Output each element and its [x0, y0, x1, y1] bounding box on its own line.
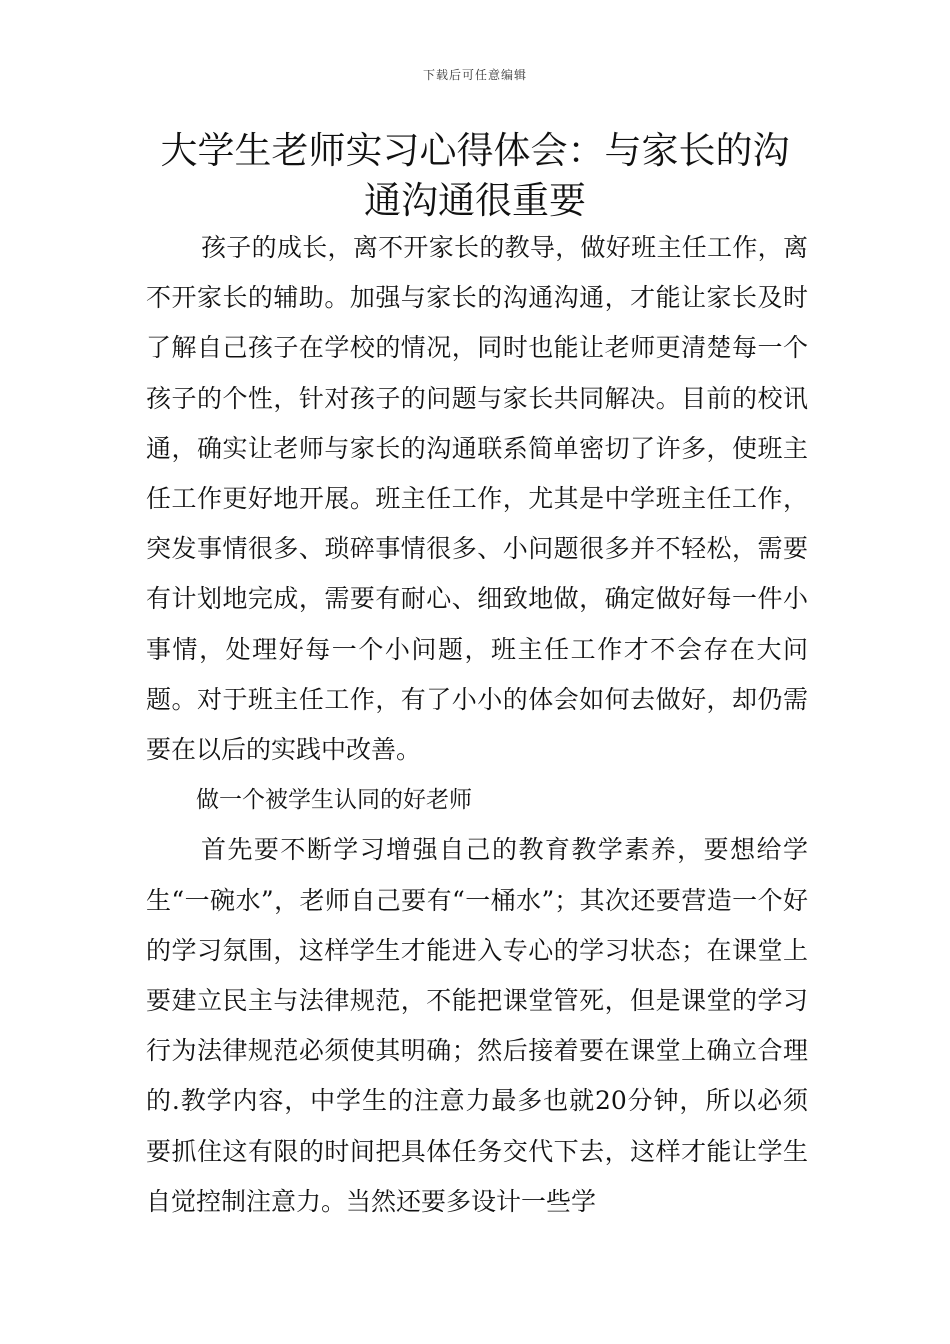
header-note: 下载后可任意编辑: [422, 68, 527, 82]
body-paragraph: 孩子的成长，离不开家长的教导，做好班主任工作，离不开家长的辅助。加强与家长的沟通沟通，才能让家长及时了解自己孩子在学校的情况，同时也能让老师更清楚每一个孩子的个性，针对孩子的问题与家长共同解决。目前的校讯通，确实让老师与家长的沟通联系简单密切了许多，使班主任工作更好地开展。班主任工作，尤其是中学班主任工作，突发事情很多、琐碎事情很多、小问题很多并不轻松，需要有计划地完成，需要有耐心、细致地做，确定做好每一件小事情，处理好每一个小问题，班主任工作才不会存在大问题。对于班主任工作，有了小小的体会如何去做好，却仍需要在以后的实践中改善。: [146, 233, 808, 765]
body-paragraph: 首先要不断学习增强自己的教育教学素养，要想给学生“一碗水”，老师自己要有“一桶水”；其次还要营造一个好的学习氛围，这样学生才能进入专心的学习状态；在课堂上要建立民主与法律规范，不能把课堂管死，但是课堂的学习行为法律规范必须使其明确；然后接着要在课堂上确立合理的.教学内容，中学生的注意力最多也就20分钟，所以必须要抓住这有限的时间把具体任务交代下去，这样才能让学生自觉控制注意力。当然还要多设计一些学: [146, 835, 808, 1216]
document-body: [146, 223, 808, 1227]
page-title: 大学生老师实习心得体会：与家长的沟通沟通很重要: [160, 129, 790, 222]
section-subheading: 做一个被学生认同的好老师: [196, 787, 472, 814]
